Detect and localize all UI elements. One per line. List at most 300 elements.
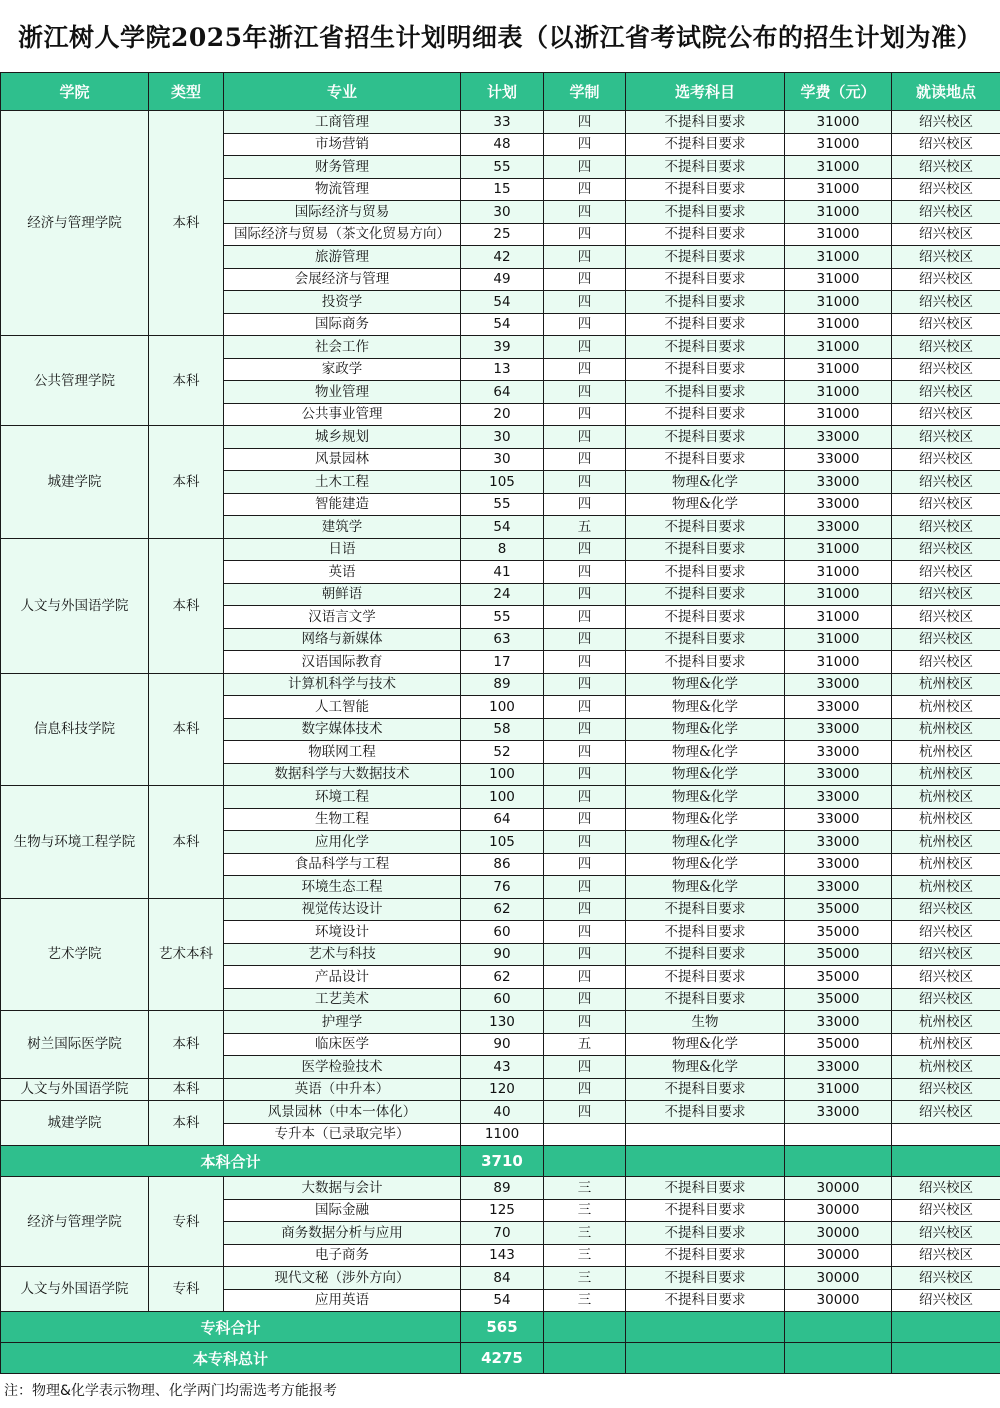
duration-cell: 五 [544,1033,626,1056]
undergrad-total-row [1,1146,1000,1177]
subjects-cell: 不提科目要求 [626,403,785,426]
major-cell: 城乡规划 [224,426,461,449]
major-cell: 医学检验技术 [224,1056,461,1079]
plan-cell: 33 [461,111,544,134]
tuition-cell: 30000 [785,1199,892,1222]
enrollment-plan-table [0,72,1000,1374]
campus-cell: 绍兴校区 [892,921,1000,944]
duration-cell: 四 [544,178,626,201]
college-cell: 城建学院 [1,426,149,539]
duration-cell: 三 [544,1177,626,1200]
type-cell: 本科 [149,426,224,539]
table-row [1,673,1000,696]
major-cell: 朝鲜语 [224,583,461,606]
major-cell: 旅游管理 [224,246,461,269]
duration-cell: 四 [544,561,626,584]
duration-cell: 四 [544,1101,626,1124]
subjects-cell: 不提科目要求 [626,988,785,1011]
plan-cell: 48 [461,133,544,156]
plan-cell: 76 [461,876,544,899]
plan-cell: 89 [461,1177,544,1200]
campus-cell: 绍兴校区 [892,583,1000,606]
campus-cell [892,1123,1000,1146]
campus-cell: 绍兴校区 [892,133,1000,156]
duration-cell: 四 [544,381,626,404]
plan-cell: 70 [461,1222,544,1245]
campus-cell: 绍兴校区 [892,178,1000,201]
plan-cell: 1100 [461,1123,544,1146]
duration-cell: 四 [544,651,626,674]
subjects-cell: 不提科目要求 [626,561,785,584]
total-blank-cell [892,1343,1000,1374]
major-cell: 工艺美术 [224,988,461,1011]
major-cell: 英语 [224,561,461,584]
major-cell: 电子商务 [224,1244,461,1267]
plan-cell: 60 [461,988,544,1011]
tuition-cell: 31000 [785,403,892,426]
plan-cell: 63 [461,628,544,651]
subjects-cell: 不提科目要求 [626,1244,785,1267]
tuition-cell: 31000 [785,538,892,561]
campus-cell: 绍兴校区 [892,1101,1000,1124]
tuition-cell: 33000 [785,1101,892,1124]
college-cell: 人文与外国语学院 [1,1078,149,1101]
campus-cell: 绍兴校区 [892,1177,1000,1200]
plan-cell: 86 [461,853,544,876]
campus-cell: 绍兴校区 [892,156,1000,179]
campus-cell: 绍兴校区 [892,471,1000,494]
duration-cell: 四 [544,583,626,606]
subjects-cell: 不提科目要求 [626,921,785,944]
table-row [1,426,1000,449]
tuition-cell: 31000 [785,111,892,134]
header-major: 专业 [224,73,461,111]
major-cell: 食品科学与工程 [224,853,461,876]
college-cell: 经济与管理学院 [1,111,149,336]
plan-cell: 64 [461,381,544,404]
subjects-cell: 物理&化学 [626,471,785,494]
plan-cell: 62 [461,966,544,989]
type-cell: 本科 [149,538,224,673]
major-cell: 英语（中升本） [224,1078,461,1101]
plan-cell: 55 [461,493,544,516]
tuition-cell: 31000 [785,246,892,269]
tuition-cell: 31000 [785,561,892,584]
total-blank-cell [785,1146,892,1177]
total-blank-cell [892,1312,1000,1343]
plan-cell: 55 [461,606,544,629]
plan-cell: 89 [461,673,544,696]
major-cell: 物联网工程 [224,741,461,764]
tuition-cell: 35000 [785,988,892,1011]
duration-cell: 四 [544,313,626,336]
subjects-cell: 不提科目要求 [626,1177,785,1200]
major-cell: 专升本（已录取完毕） [224,1123,461,1146]
tuition-cell: 31000 [785,291,892,314]
major-cell: 数据科学与大数据技术 [224,763,461,786]
total-blank-cell [626,1146,785,1177]
duration-cell: 四 [544,696,626,719]
major-cell: 视觉传达设计 [224,898,461,921]
tuition-cell: 33000 [785,696,892,719]
header-subjects: 选考科目 [626,73,785,111]
junior-total-value: 565 [461,1312,544,1343]
college-cell: 艺术学院 [1,898,149,1011]
duration-cell: 三 [544,1267,626,1290]
duration-cell: 四 [544,156,626,179]
major-cell: 大数据与会计 [224,1177,461,1200]
campus-cell: 绍兴校区 [892,538,1000,561]
type-cell: 专科 [149,1177,224,1267]
subjects-cell: 不提科目要求 [626,223,785,246]
tuition-cell: 30000 [785,1222,892,1245]
major-cell: 环境工程 [224,786,461,809]
campus-cell: 绍兴校区 [892,268,1000,291]
major-cell: 投资学 [224,291,461,314]
subjects-cell: 不提科目要求 [626,1222,785,1245]
subjects-cell: 不提科目要求 [626,381,785,404]
table-row [1,1177,1000,1200]
college-cell: 公共管理学院 [1,336,149,426]
major-cell: 艺术与科技 [224,943,461,966]
total-blank-cell [626,1343,785,1374]
campus-cell: 绍兴校区 [892,606,1000,629]
tuition-cell: 30000 [785,1289,892,1312]
subjects-cell: 不提科目要求 [626,178,785,201]
major-cell: 土木工程 [224,471,461,494]
major-cell: 汉语言文学 [224,606,461,629]
campus-cell: 绍兴校区 [892,561,1000,584]
plan-cell: 54 [461,516,544,539]
tuition-cell: 31000 [785,223,892,246]
major-cell: 公共事业管理 [224,403,461,426]
type-cell: 本科 [149,336,224,426]
subjects-cell: 不提科目要求 [626,1078,785,1101]
tuition-cell: 35000 [785,898,892,921]
campus-cell: 绍兴校区 [892,1222,1000,1245]
major-cell: 风景园林（中本一体化） [224,1101,461,1124]
subjects-cell: 不提科目要求 [626,246,785,269]
tuition-cell: 30000 [785,1267,892,1290]
subjects-cell: 不提科目要求 [626,1267,785,1290]
plan-cell: 100 [461,696,544,719]
campus-cell: 绍兴校区 [892,448,1000,471]
duration-cell: 四 [544,223,626,246]
plan-cell: 49 [461,268,544,291]
tuition-cell: 33000 [785,448,892,471]
plan-cell: 40 [461,1101,544,1124]
duration-cell: 四 [544,943,626,966]
duration-cell: 三 [544,1289,626,1312]
major-cell: 商务数据分析与应用 [224,1222,461,1245]
table-row [1,1078,1000,1101]
tuition-cell: 33000 [785,673,892,696]
plan-cell: 58 [461,718,544,741]
plan-cell: 42 [461,246,544,269]
subjects-cell: 物理&化学 [626,1056,785,1079]
subjects-cell: 不提科目要求 [626,291,785,314]
header-plan: 计划 [461,73,544,111]
campus-cell: 绍兴校区 [892,1199,1000,1222]
plan-cell: 52 [461,741,544,764]
subjects-cell: 不提科目要求 [626,1101,785,1124]
campus-cell: 绍兴校区 [892,1078,1000,1101]
undergrad-total-label: 本科合计 [1,1146,461,1177]
campus-cell: 绍兴校区 [892,111,1000,134]
tuition-cell [785,1123,892,1146]
plan-cell: 100 [461,763,544,786]
plan-cell: 13 [461,358,544,381]
table-row [1,336,1000,359]
subjects-cell: 物理&化学 [626,808,785,831]
major-cell: 会展经济与管理 [224,268,461,291]
table-row [1,1267,1000,1290]
subjects-cell: 不提科目要求 [626,313,785,336]
type-cell: 本科 [149,1011,224,1079]
campus-cell: 杭州校区 [892,673,1000,696]
duration-cell: 四 [544,741,626,764]
duration-cell: 四 [544,853,626,876]
subjects-cell: 不提科目要求 [626,268,785,291]
duration-cell [544,1123,626,1146]
subjects-cell: 不提科目要求 [626,156,785,179]
subjects-cell: 物理&化学 [626,876,785,899]
duration-cell: 四 [544,111,626,134]
campus-cell: 绍兴校区 [892,313,1000,336]
duration-cell: 四 [544,133,626,156]
major-cell: 建筑学 [224,516,461,539]
duration-cell: 四 [544,246,626,269]
type-cell: 本科 [149,673,224,786]
major-cell: 网络与新媒体 [224,628,461,651]
tuition-cell: 31000 [785,628,892,651]
major-cell: 应用英语 [224,1289,461,1312]
major-cell: 现代文秘（涉外方向） [224,1267,461,1290]
campus-cell: 绍兴校区 [892,291,1000,314]
subjects-cell: 物理&化学 [626,718,785,741]
subjects-cell: 不提科目要求 [626,1199,785,1222]
college-cell: 城建学院 [1,1101,149,1146]
campus-cell: 绍兴校区 [892,898,1000,921]
subjects-cell: 不提科目要求 [626,448,785,471]
total-blank-cell [544,1343,626,1374]
campus-cell: 杭州校区 [892,1011,1000,1034]
tuition-cell: 31000 [785,336,892,359]
campus-cell: 杭州校区 [892,718,1000,741]
subjects-cell: 不提科目要求 [626,516,785,539]
table-row [1,111,1000,134]
duration-cell: 四 [544,336,626,359]
campus-cell: 绍兴校区 [892,1289,1000,1312]
plan-cell: 30 [461,201,544,224]
plan-cell: 130 [461,1011,544,1034]
campus-cell: 绍兴校区 [892,493,1000,516]
table-header-row [1,73,1000,111]
tuition-cell: 31000 [785,381,892,404]
campus-cell: 杭州校区 [892,831,1000,854]
major-cell: 应用化学 [224,831,461,854]
plan-cell: 43 [461,1056,544,1079]
duration-cell: 四 [544,898,626,921]
campus-cell: 绍兴校区 [892,1267,1000,1290]
campus-cell: 绍兴校区 [892,651,1000,674]
major-cell: 社会工作 [224,336,461,359]
college-cell: 人文与外国语学院 [1,1267,149,1312]
campus-cell: 杭州校区 [892,853,1000,876]
campus-cell: 绍兴校区 [892,381,1000,404]
plan-cell: 54 [461,313,544,336]
subjects-cell: 生物 [626,1011,785,1034]
tuition-cell: 33000 [785,718,892,741]
type-cell: 艺术本科 [149,898,224,1011]
major-cell: 日语 [224,538,461,561]
junior-total-label: 专科合计 [1,1312,461,1343]
subjects-cell: 不提科目要求 [626,336,785,359]
major-cell: 国际经济与贸易（茶文化贸易方向） [224,223,461,246]
major-cell: 智能建造 [224,493,461,516]
table-row [1,1101,1000,1124]
table-row [1,538,1000,561]
major-cell: 物业管理 [224,381,461,404]
major-cell: 物流管理 [224,178,461,201]
total-blank-cell [785,1312,892,1343]
major-cell: 市场营销 [224,133,461,156]
tuition-cell: 35000 [785,943,892,966]
college-cell: 信息科技学院 [1,673,149,786]
major-cell: 人工智能 [224,696,461,719]
duration-cell: 四 [544,403,626,426]
total-blank-cell [544,1312,626,1343]
college-cell: 经济与管理学院 [1,1177,149,1267]
campus-cell: 杭州校区 [892,786,1000,809]
plan-cell: 54 [461,1289,544,1312]
duration-cell: 四 [544,201,626,224]
major-cell: 家政学 [224,358,461,381]
tuition-cell: 35000 [785,921,892,944]
subjects-cell: 不提科目要求 [626,606,785,629]
major-cell: 护理学 [224,1011,461,1034]
duration-cell: 四 [544,988,626,1011]
subjects-cell: 不提科目要求 [626,898,785,921]
duration-cell: 三 [544,1222,626,1245]
tuition-cell: 31000 [785,201,892,224]
header-tuition: 学费（元） [785,73,892,111]
campus-cell: 绍兴校区 [892,943,1000,966]
subjects-cell: 物理&化学 [626,831,785,854]
major-cell: 临床医学 [224,1033,461,1056]
total-blank-cell [892,1146,1000,1177]
tuition-cell: 30000 [785,1244,892,1267]
tuition-cell: 33000 [785,763,892,786]
duration-cell: 四 [544,538,626,561]
plan-cell: 64 [461,808,544,831]
type-cell: 本科 [149,111,224,336]
plan-cell: 120 [461,1078,544,1101]
duration-cell: 三 [544,1199,626,1222]
plan-cell: 30 [461,448,544,471]
plan-cell: 90 [461,943,544,966]
subjects-cell: 不提科目要求 [626,1289,785,1312]
plan-cell: 25 [461,223,544,246]
duration-cell: 四 [544,1078,626,1101]
table-row [1,898,1000,921]
grand-total-row [1,1343,1000,1374]
college-cell: 树兰国际医学院 [1,1011,149,1079]
major-cell: 环境生态工程 [224,876,461,899]
plan-cell: 39 [461,336,544,359]
tuition-cell: 31000 [785,178,892,201]
duration-cell: 四 [544,921,626,944]
tuition-cell: 33000 [785,786,892,809]
campus-cell: 绍兴校区 [892,403,1000,426]
tuition-cell: 31000 [785,156,892,179]
campus-cell: 绍兴校区 [892,1244,1000,1267]
tuition-cell: 33000 [785,876,892,899]
subjects-cell: 物理&化学 [626,853,785,876]
duration-cell: 四 [544,966,626,989]
type-cell: 专科 [149,1267,224,1312]
duration-cell: 四 [544,426,626,449]
type-cell: 本科 [149,1101,224,1146]
duration-cell: 四 [544,358,626,381]
subjects-cell: 不提科目要求 [626,133,785,156]
page-title: 浙江树人学院2025年浙江省招生计划明细表（以浙江省考试院公布的招生计划为准） [17,23,983,52]
tuition-cell: 33000 [785,1056,892,1079]
campus-cell: 杭州校区 [892,1056,1000,1079]
plan-cell: 20 [461,403,544,426]
tuition-cell: 33000 [785,853,892,876]
campus-cell: 杭州校区 [892,876,1000,899]
type-cell: 本科 [149,786,224,899]
major-cell: 计算机科学与技术 [224,673,461,696]
subjects-cell: 不提科目要求 [626,111,785,134]
duration-cell: 四 [544,673,626,696]
plan-cell: 54 [461,291,544,314]
subjects-cell: 不提科目要求 [626,943,785,966]
tuition-cell: 35000 [785,966,892,989]
plan-cell: 55 [461,156,544,179]
plan-cell: 62 [461,898,544,921]
table-row [1,1011,1000,1034]
plan-cell: 125 [461,1199,544,1222]
type-cell: 本科 [149,1078,224,1101]
plan-cell: 143 [461,1244,544,1267]
total-blank-cell [626,1312,785,1343]
junior-total-row [1,1312,1000,1343]
header-campus: 就读地点 [892,73,1000,111]
plan-cell: 24 [461,583,544,606]
total-blank-cell [785,1343,892,1374]
campus-cell: 绍兴校区 [892,246,1000,269]
campus-cell: 绍兴校区 [892,358,1000,381]
subjects-cell: 物理&化学 [626,493,785,516]
duration-cell: 四 [544,831,626,854]
major-cell: 国际商务 [224,313,461,336]
tuition-cell: 33000 [785,1011,892,1034]
grand-total-value: 4275 [461,1343,544,1374]
campus-cell: 绍兴校区 [892,223,1000,246]
campus-cell: 绍兴校区 [892,628,1000,651]
subjects-cell: 不提科目要求 [626,651,785,674]
duration-cell: 五 [544,516,626,539]
campus-cell: 绍兴校区 [892,426,1000,449]
campus-cell: 绍兴校区 [892,988,1000,1011]
major-cell: 环境设计 [224,921,461,944]
tuition-cell: 31000 [785,268,892,291]
tuition-cell: 33000 [785,741,892,764]
campus-cell: 杭州校区 [892,763,1000,786]
tuition-cell: 30000 [785,1177,892,1200]
